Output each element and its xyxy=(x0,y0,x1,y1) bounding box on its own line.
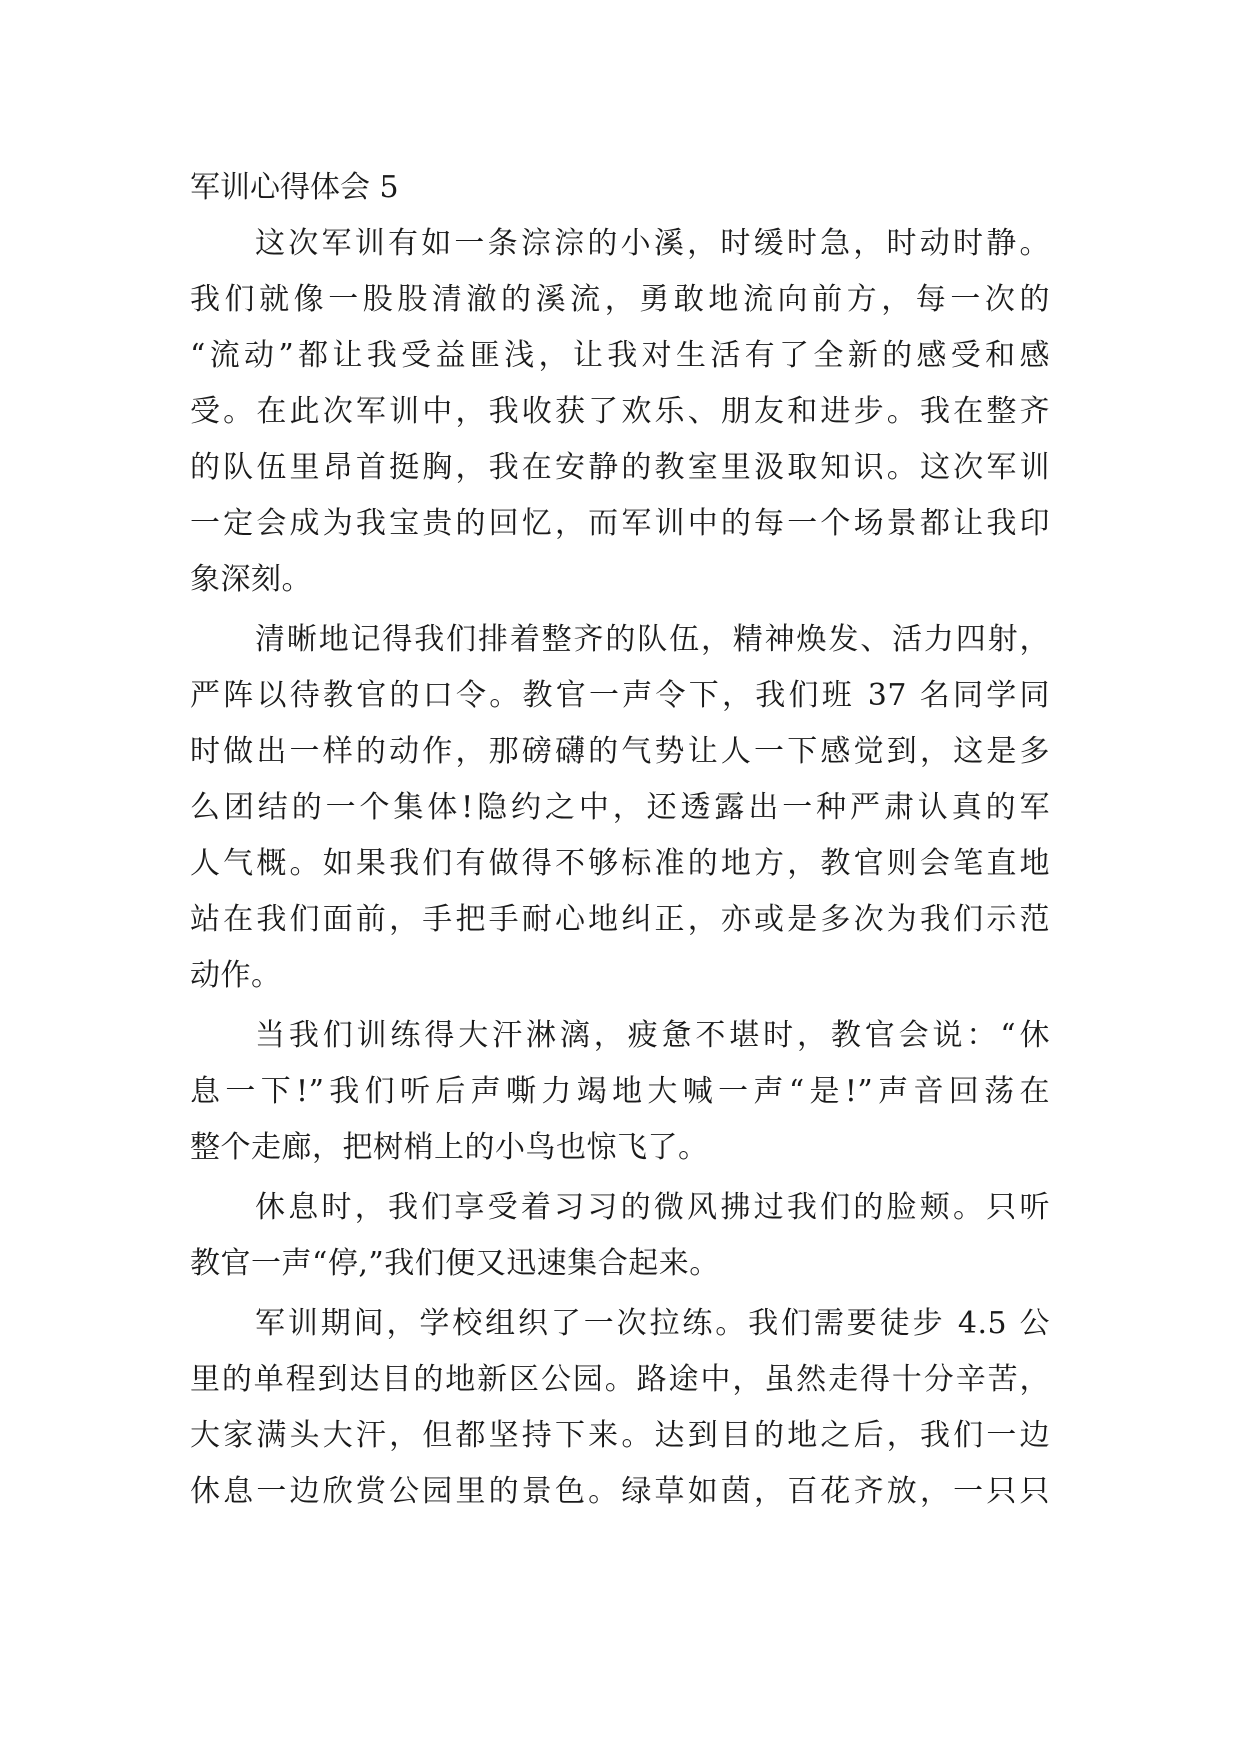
text-line: 息一下!”我们听后声嘶力竭地大喊一声“是!”声音回荡在 xyxy=(190,1074,1050,1109)
text-line: 我们就像一股股清澈的溪流，勇敢地流向前方，每一次的 xyxy=(190,282,1050,317)
text-line: 当我们训练得大汗淋漓，疲惫不堪时，教官会说：“休 xyxy=(255,1018,1050,1053)
document-title: 军训心得体会 5 xyxy=(190,170,399,205)
text-line: 一定会成为我宝贵的回忆，而军训中的每一个场景都让我印 xyxy=(190,506,1050,541)
text-line: 么团结的一个集体!隐约之中，还透露出一种严肃认真的军 xyxy=(190,790,1050,825)
text-line: 里的单程到达目的地新区公园。路途中，虽然走得十分辛苦， xyxy=(190,1362,1050,1397)
text-line: 象深刻。 xyxy=(190,562,312,597)
text-line: 大家满头大汗，但都坚持下来。达到目的地之后，我们一边 xyxy=(190,1418,1050,1453)
text-line: 这次军训有如一条淙淙的小溪，时缓时急，时动时静。 xyxy=(255,226,1050,261)
text-line: 站在我们面前，手把手耐心地纠正，亦或是多次为我们示范 xyxy=(190,902,1050,937)
text-line: 动作。 xyxy=(190,958,282,993)
text-line: 清晰地记得我们排着整齐的队伍，精神焕发、活力四射， xyxy=(255,622,1050,657)
text-line: 严阵以待教官的口令。教官一声令下，我们班 37 名同学同 xyxy=(190,678,1050,713)
text-line: “流动”都让我受益匪浅，让我对生活有了全新的感受和感 xyxy=(190,338,1050,373)
text-line: 休息一边欣赏公园里的景色。绿草如茵，百花齐放，一只只 xyxy=(190,1474,1050,1509)
text-line: 军训期间，学校组织了一次拉练。我们需要徒步 4.5 公 xyxy=(255,1306,1050,1341)
text-line: 教官一声“停,”我们便又迅速集合起来。 xyxy=(190,1246,720,1281)
text-line: 人气概。如果我们有做得不够标准的地方，教官则会笔直地 xyxy=(190,846,1050,881)
text-line: 整个走廊，把树梢上的小鸟也惊飞了。 xyxy=(190,1130,709,1165)
text-line: 的队伍里昂首挺胸，我在安静的教室里汲取知识。这次军训 xyxy=(190,450,1050,485)
text-line: 受。在此次军训中，我收获了欢乐、朋友和进步。我在整齐 xyxy=(190,394,1050,429)
text-line: 休息时，我们享受着习习的微风拂过我们的脸颊。只听 xyxy=(255,1190,1050,1225)
text-line: 时做出一样的动作，那磅礴的气势让人一下感觉到，这是多 xyxy=(190,734,1050,769)
